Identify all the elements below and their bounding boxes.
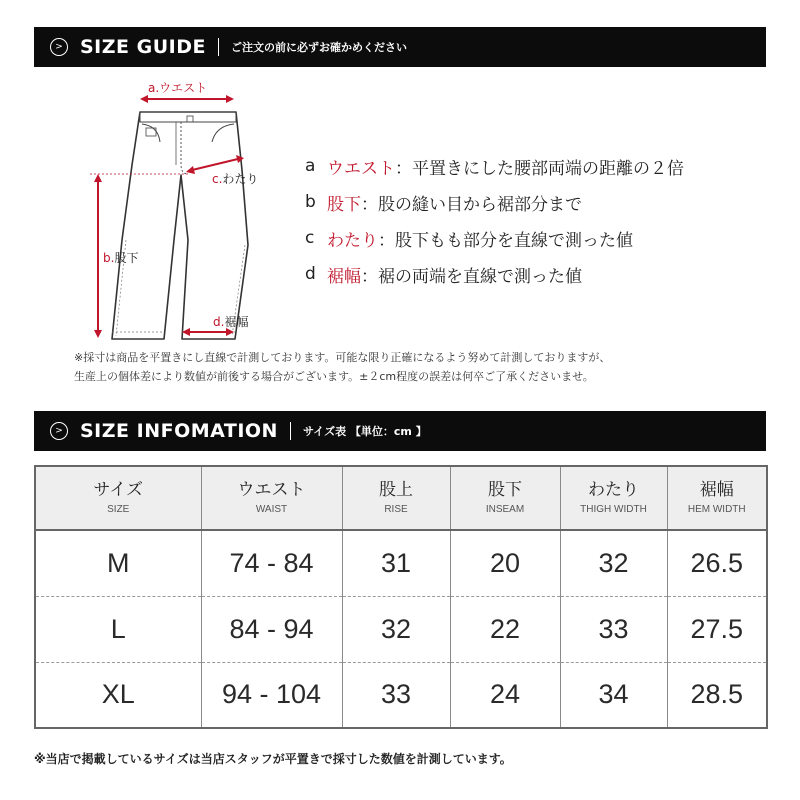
legend-description: ：裾の両端を直線で測った値 bbox=[361, 266, 582, 287]
legend-term: わたり bbox=[327, 230, 378, 251]
column-header-size bbox=[35, 466, 201, 530]
size-guide-subtitle: ご注文の前に必ずお確かめください bbox=[230, 41, 407, 54]
waist-cell: 94 - 104 bbox=[201, 662, 342, 728]
header-divider bbox=[218, 38, 219, 56]
header-en: INSEAM bbox=[485, 503, 525, 515]
legend-term: 股下 bbox=[327, 194, 361, 215]
waist-label-text: a.ウエスト bbox=[148, 81, 208, 95]
legend-item-waist bbox=[305, 148, 684, 184]
inseam-letter: b. bbox=[103, 251, 115, 265]
size-info-subtitle: サイズ表 【単位：cm 】 bbox=[302, 425, 427, 438]
legend-item-thigh bbox=[305, 220, 684, 256]
thigh-cell: 34 bbox=[560, 662, 667, 728]
header-ja: わたり bbox=[588, 479, 639, 500]
chevron-right-circle-icon: > bbox=[50, 38, 68, 56]
size-guide-title: SIZE GUIDE bbox=[80, 36, 206, 58]
size-cell: L bbox=[35, 596, 201, 662]
legend-item-inseam bbox=[305, 184, 684, 220]
legend-description: ：股の縫い目から裾部分まで bbox=[361, 194, 582, 215]
hem-letter: d. bbox=[213, 315, 225, 329]
header-ja: ウエスト bbox=[237, 479, 306, 500]
hem-cell: 27.5 bbox=[667, 596, 767, 662]
chevron-right-circle-icon: > bbox=[50, 422, 68, 440]
column-header-waist bbox=[201, 466, 342, 530]
size-guide-header bbox=[34, 27, 766, 67]
size-cell: XL bbox=[35, 662, 201, 728]
header-en: WAIST bbox=[255, 503, 288, 515]
thigh-cell: 32 bbox=[560, 530, 667, 596]
header-ja: 股上 bbox=[379, 479, 413, 500]
inseam-label bbox=[103, 249, 138, 266]
waist-label bbox=[148, 79, 207, 96]
inseam-cell: 20 bbox=[450, 530, 560, 596]
legend-term: 裾幅 bbox=[327, 266, 361, 287]
hem-label bbox=[213, 313, 248, 330]
legend-item-hem bbox=[305, 256, 684, 292]
measurement-note bbox=[74, 348, 610, 386]
column-header-hem bbox=[667, 466, 767, 530]
footnote: ※当店で掲載しているサイズは当店スタッフが平置きで採寸した数値を計測しています。 bbox=[34, 752, 512, 766]
header-en: RISE bbox=[384, 503, 408, 515]
rise-cell: 32 bbox=[342, 596, 450, 662]
size-cell: M bbox=[35, 530, 201, 596]
thigh-letter: c. bbox=[212, 172, 223, 186]
legend-letter: b bbox=[305, 192, 316, 212]
legend-term: ウエスト bbox=[327, 158, 395, 179]
size-table bbox=[34, 465, 768, 729]
waist-cell: 74 - 84 bbox=[201, 530, 342, 596]
inseam-label-text: 股下 bbox=[114, 251, 139, 265]
header-en: SIZE bbox=[107, 503, 130, 515]
table-row bbox=[35, 530, 767, 596]
header-ja: サイズ bbox=[93, 479, 144, 500]
note-line-2: 生産上の個体差により数値が前後する場合がございます。±２cm程度の誤差は何卒ご了承くださいませ。 bbox=[74, 370, 594, 383]
size-info-title: SIZE INFOMATION bbox=[80, 420, 278, 442]
column-header-rise bbox=[342, 466, 450, 530]
rise-cell: 31 bbox=[342, 530, 450, 596]
header-en: THIGH WIDTH bbox=[580, 503, 647, 515]
inseam-cell: 24 bbox=[450, 662, 560, 728]
legend-letter: d bbox=[305, 264, 316, 284]
column-header-inseam bbox=[450, 466, 560, 530]
measurement-legend bbox=[305, 148, 684, 292]
header-ja: 股下 bbox=[488, 479, 522, 500]
column-header-thigh bbox=[560, 466, 667, 530]
table-row bbox=[35, 596, 767, 662]
hem-cell: 26.5 bbox=[667, 530, 767, 596]
hem-cell: 28.5 bbox=[690, 679, 744, 710]
size-info-header bbox=[34, 411, 766, 451]
table-header-row bbox=[35, 466, 767, 530]
thigh-cell: 33 bbox=[560, 596, 667, 662]
legend-letter: a bbox=[305, 156, 316, 176]
pants-diagram bbox=[60, 70, 300, 350]
table-row bbox=[35, 662, 767, 728]
header-ja: 裾幅 bbox=[699, 479, 734, 500]
waist-cell: 84 - 94 bbox=[201, 596, 342, 662]
inseam-cell: 22 bbox=[450, 596, 560, 662]
legend-description: ：平置きにした腰部両端の距離の２倍 bbox=[395, 158, 684, 179]
header-en: HEM WIDTH bbox=[687, 503, 746, 515]
pants-illustration bbox=[60, 70, 300, 350]
rise-cell: 33 bbox=[342, 662, 450, 728]
thigh-label-text: わたり bbox=[222, 172, 259, 186]
header-divider bbox=[290, 422, 291, 440]
note-line-1: ※採寸は商品を平置きにし直線で計測しております。可能な限り正確になるよう努めて計測しておりますが、 bbox=[74, 351, 611, 364]
legend-letter: c bbox=[305, 228, 315, 248]
legend-description: ：股下もも部分を直線で測った値 bbox=[378, 230, 633, 251]
thigh-label bbox=[212, 170, 258, 187]
hem-label-text: 裾幅 bbox=[224, 315, 249, 329]
